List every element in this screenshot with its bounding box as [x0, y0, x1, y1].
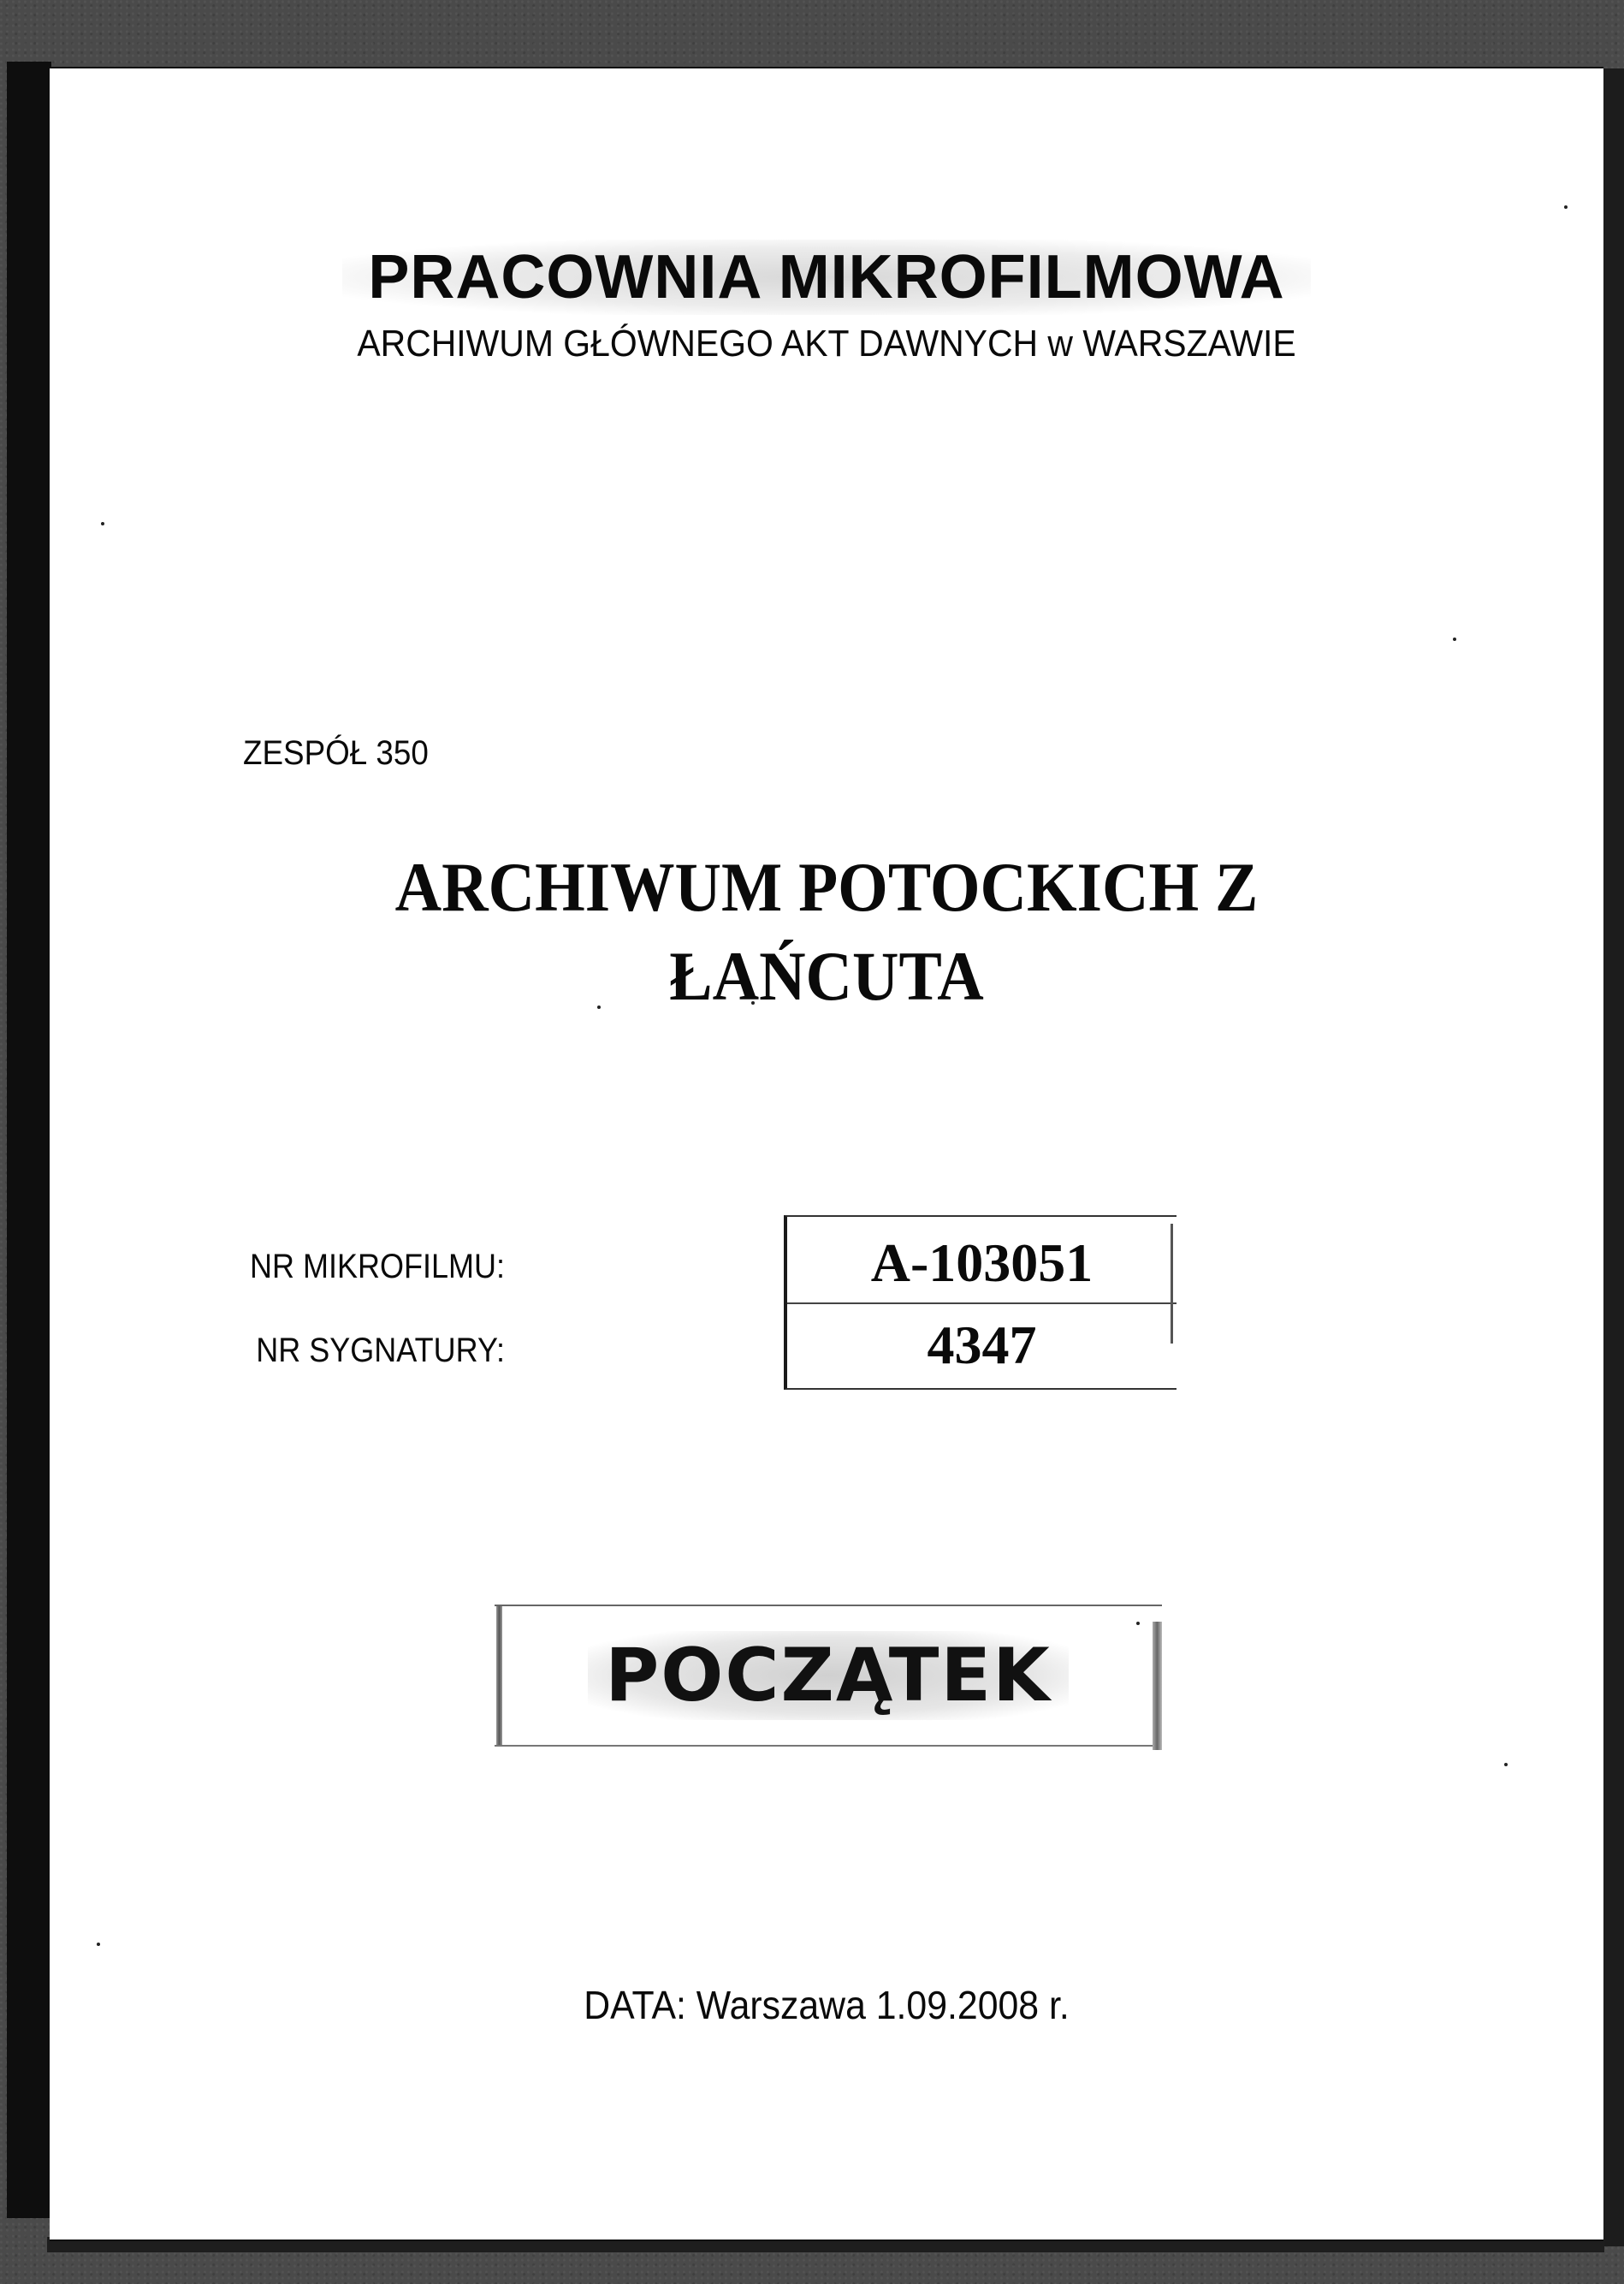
fond-name-line-1: ARCHIWUM POTOCKICH Z [394, 848, 1259, 926]
stamp-bracket-right [1153, 1622, 1162, 1750]
start-marker-stamp [495, 1605, 1162, 1747]
date-line: DATA: Warszawa 1.09.2008 r. [584, 1983, 1070, 2027]
scan-speck [101, 522, 104, 525]
institution-title [50, 243, 1603, 311]
signature-number-value: 4347 [927, 1314, 1037, 1375]
scan-speck [97, 1943, 100, 1946]
box-divider [787, 1302, 1177, 1304]
fond-name [50, 843, 1603, 1021]
document-page [50, 67, 1603, 2241]
scan-shadow-right [1602, 68, 1624, 2246]
start-marker [495, 1633, 1162, 1718]
microfilm-number-label: NR MIKROFILMU: [249, 1248, 505, 1285]
scan-speck [1504, 1763, 1508, 1766]
fond-number: ZESPÓŁ 350 [243, 734, 429, 772]
institution-title-text: PRACOWNIA MIKROFILMOWA [342, 240, 1310, 315]
microfilm-number-value: A-103051 [870, 1232, 1094, 1293]
institution-subtitle: ARCHIWUM GŁÓWNEGO AKT DAWNYCH w WARSZAWIE [357, 323, 1296, 365]
start-marker-text: POCZĄTEK [588, 1631, 1069, 1720]
signature-number-label: NR SYGNATURY: [256, 1332, 505, 1369]
reference-box-right-edge [1171, 1224, 1173, 1344]
scan-speck [1453, 638, 1456, 641]
scan-shadow-left [7, 62, 51, 2218]
scan-speck [1564, 205, 1568, 209]
fond-name-line-2: ŁAŃCUTA [669, 937, 984, 1015]
reference-number-box [784, 1215, 1177, 1390]
